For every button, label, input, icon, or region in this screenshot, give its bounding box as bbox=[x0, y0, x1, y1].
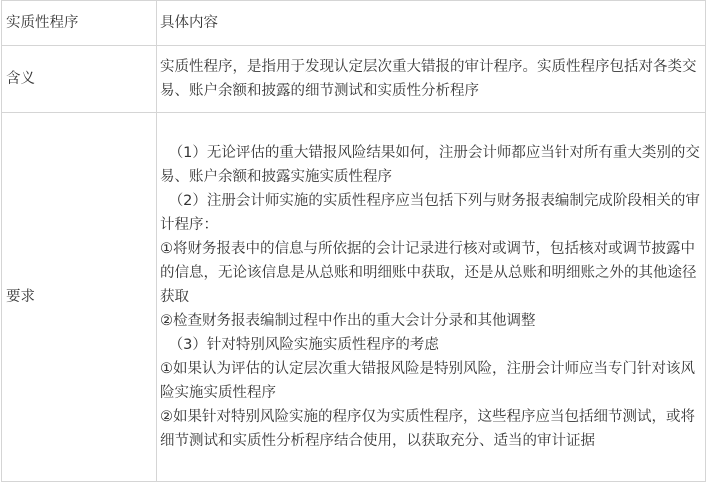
table-row-meaning bbox=[2, 46, 706, 113]
table-row-requirements bbox=[2, 113, 706, 482]
requirements-label: 要求 bbox=[2, 113, 157, 482]
requirement-item-1: （1）无论评估的重大错报风险结果如何，注册会计师都应当针对所有重大类别的交易、账户余额和披露实施实质性程序 bbox=[160, 145, 700, 185]
meaning-label: 含义 bbox=[2, 46, 157, 113]
substantive-procedures-table bbox=[1, 0, 706, 482]
requirement-item-3-2: ②如果针对特别风险实施的程序仅为实质性程序，这些程序应当包括细节测试，或将细节测试和实质性分析程序结合使用，以获取充分、适当的审计证据 bbox=[160, 409, 695, 449]
requirement-item-3-1: ①如果认为评估的认定层次重大错报风险是特别风险，注册会计师应当专门针对该风险实施实质性程序 bbox=[160, 361, 695, 401]
header-cell-content: 具体内容 bbox=[157, 1, 706, 46]
meaning-text: 实质性程序，是指用于发现认定层次重大错报的审计程序。实质性程序包括对各类交易、账户余额和披露的细节测试和实质性分析程序 bbox=[157, 46, 706, 113]
header-cell-procedure: 实质性程序 bbox=[2, 1, 157, 46]
requirement-item-2-2: ②检查财务报表编制过程中作出的重大会计分录和其他调整 bbox=[160, 313, 536, 329]
requirement-item-2-1: ①将财务报表中的信息与所依据的会计记录进行核对或调节，包括核对或调节披露中的信息，无论该信息是从总账和明细账中获取，还是从总账和明细账之外的其他途径获取 bbox=[160, 241, 697, 305]
requirement-item-3: （3）针对特别风险实施实质性程序的考虑 bbox=[168, 337, 439, 353]
table-header-row bbox=[2, 1, 706, 46]
requirements-content bbox=[157, 113, 706, 482]
requirement-item-2: （2）注册会计师实施的实质性程序应当包括下列与财务报表编制完成阶段相关的审计程序： bbox=[160, 193, 700, 233]
